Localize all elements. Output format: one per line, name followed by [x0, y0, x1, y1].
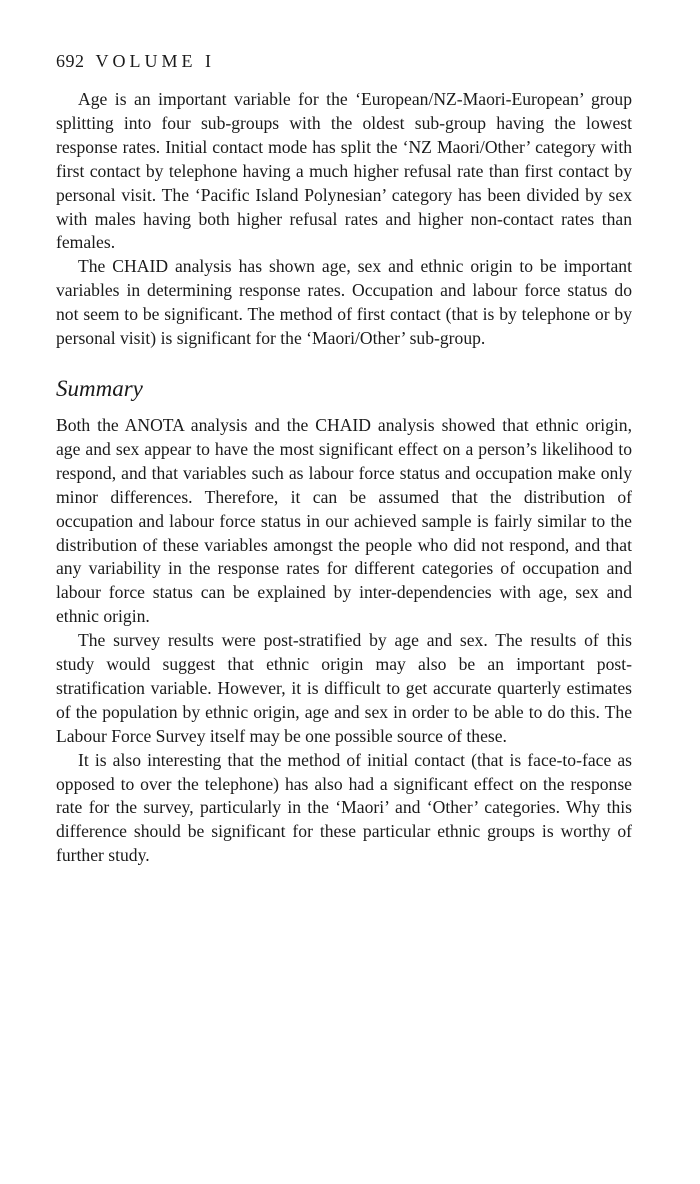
page-number: 692 — [56, 51, 85, 71]
volume-label: VOLUME I — [95, 51, 215, 71]
paragraph-summary-3: It is also interesting that the method of initial contact (that is face-to-face as opposed to over the telephone) has also had a significant effect on the response rate for the survey, particularly in the ‘Maori’ and ‘Other’ categories. Why this difference should be significant for these particular ethnic groups is worthy of further study. — [56, 749, 632, 866]
section-heading-summary: Summary — [56, 375, 143, 401]
paragraph-summary-1: Both the ANOTA analysis and the CHAID analysis showed that ethnic origin, age and sex appear to have the most significant effect on a person’s likelihood to respond, and that variables such as labour force status and occupation make only minor differences. Therefore, it can be assumed that the distribution of occupation and labour force status in our achieved sample is fairly similar to the distribution of these variables amongst the people who did not respond, and that any variability in the response rates for different categories of occupation and labour force status can be explained by inter-dependencies with age, sex and ethnic origin. — [56, 414, 632, 627]
page-body — [56, 50, 632, 868]
paragraph-summary-2: The survey results were post-stratified by age and sex. The results of this study would suggest that ethnic origin may also be an important post-stratification variable. However, it is difficult to get accurate quarterly estimates of the population by ethnic origin, age and sex in order to be able to do this. The Labour Force Survey itself may be one possible source of these. — [56, 630, 632, 746]
running-head — [56, 50, 632, 72]
paragraph-chaid-results: The CHAID analysis has shown age, sex and ethnic origin to be important variables in determining response rates. Occupation and labour force status do not seem to be significant. The method of first contact (that is by telephone or by personal visit) is significant for the ‘Maori/Other’ sub-group. — [56, 256, 632, 349]
paragraph-age-variable: Age is an important variable for the ‘European/NZ-Maori-European’ group splitting into four sub-groups with the oldest sub-group having the lowest response rates. Initial contact mode has split the ‘NZ Maori/Other’ category with first contact by telephone having a much higher refusal rate than first contact by personal visit. The ‘Pacific Island Polynesian’ category has been divided by sex with males having both higher refusal rates and higher non-contact rates than females. — [56, 89, 632, 253]
